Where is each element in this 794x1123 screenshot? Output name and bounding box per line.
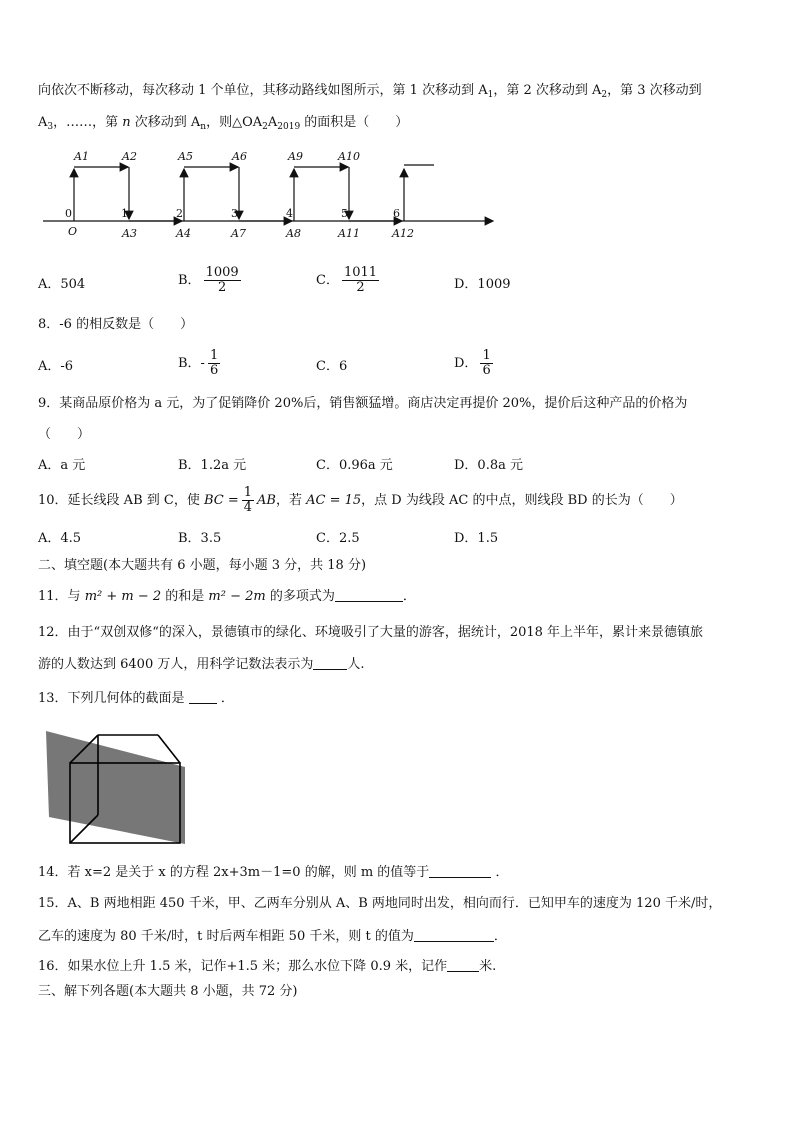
q10-option-a: A．4.5 (38, 531, 82, 546)
label-A10: A10 (338, 150, 360, 163)
tick-1: 1 (121, 207, 128, 220)
q9-paren: （ ） (38, 427, 91, 442)
q12-answer-blank (313, 655, 347, 670)
q15-stem-line1: 15．A、B 两地相距 450 千米，甲、乙两车分别从 A、B 两地同时出发，相向而行．已知甲车的速度为 120 千米/时， (38, 896, 722, 911)
q7-option-b: B． $\frac{1009}{2}$ (178, 265, 239, 295)
q13-cube-section-figure (44, 727, 190, 845)
q11-answer-blank (335, 587, 403, 602)
q7-option-a: A．504 (38, 277, 86, 292)
tick-6: 6 (393, 207, 400, 220)
label-A9: A9 (288, 150, 303, 163)
q9-option-c: C．0.96a 元 (316, 458, 393, 473)
q10-stem: 10．延长线段 AB 到 C，使 BC = $\frac{1}{4}$ AB，若 AC = 15，点 D 为线段 AC 的中点，则线段 BD 的长为（ ） (38, 485, 683, 515)
q12-stem-line2: 游的人数达到 6400 万人，用科学记数法表示为 人. (38, 657, 365, 672)
label-A7: A7 (231, 227, 246, 240)
label-A3: A3 (122, 227, 137, 240)
q9-option-a: A．a 元 (38, 458, 86, 473)
tick-4: 4 (286, 207, 293, 220)
q10-option-d: D．1.5 (454, 531, 499, 546)
q9-option-b: B．1.2a 元 (178, 458, 247, 473)
q14-answer-blank (429, 863, 491, 878)
section-2-heading: 二、填空题(本大题共有 6 小题，每小题 3 分，共 18 分) (38, 558, 367, 573)
q10-option-b: B．3.5 (178, 531, 222, 546)
tick-3: 3 (231, 207, 238, 220)
q9-option-d: D．0.8a 元 (454, 458, 523, 473)
q16-answer-blank (447, 957, 479, 972)
label-A2: A2 (122, 150, 137, 163)
q11-stem: 11．与 m² + m − 2 的和是 m² − 2m 的多项式为 ． (38, 589, 416, 604)
q7-stem-line2: $A_3$，……，第 n 次移动到 $A_n$，则$\triangle OA_2A_{2019}$ 的面积是（ ） (38, 115, 409, 132)
q10-option-c: C．2.5 (316, 531, 360, 546)
q13-answer-blank (189, 689, 217, 704)
q7-option-c: C． $\frac{1011}{2}$ (316, 265, 378, 295)
label-A5: A5 (178, 150, 193, 163)
label-A4: A4 (176, 227, 191, 240)
q12-stem-line1: 12．由于“双创双修“的深入，景德镇市的绿化、环境吸引了大量的游客，据统计，2018 年上半年，累计来景德镇旅 (38, 625, 704, 640)
q7-path-figure (38, 145, 508, 245)
label-A6: A6 (232, 150, 247, 163)
q8-stem: 8．-6 的相反数是（ ） (38, 317, 194, 332)
q7-option-d: D．1009 (454, 277, 511, 292)
q8-option-c: C．6 (316, 359, 348, 374)
q8-option-b: B．- $\frac{1}{6}$ (178, 348, 219, 378)
q8-option-d: D． $\frac{1}{6}$ (454, 348, 491, 378)
q7-stem-line1: 向依次不断移动，每次移动 1 个单位，其移动路线如图所示，第 1 次移动到 $A_1$，第 2 次移动到 $A_2$，第 3 次移动到 (38, 83, 702, 100)
q14-stem: 14．若 x=2 是关于 x 的方程 2x+3m－1=0 的解，则 m 的值等于 ． (38, 865, 509, 880)
label-A1: A1 (74, 150, 89, 163)
q8-option-a: A．-6 (38, 359, 74, 374)
q9-stem: 9．某商品原价格为 a 元，为了促销降价 20%后，销售额猛增。商店决定再提价 20%，提价后这种产品的价格为 (38, 396, 688, 411)
label-A11: A11 (338, 227, 360, 240)
section-3-heading: 三、解下列各题(本大题共 8 小题，共 72 分) (38, 984, 298, 999)
q15-stem-line2: 乙车的速度为 80 千米/时，t 时后两车相距 50 千米，则 t 的值为 ． (38, 929, 507, 944)
q13-stem: 13．下列几何体的截面是 ． (38, 691, 234, 706)
tick-5: 5 (341, 207, 348, 220)
q15-answer-blank (414, 927, 494, 942)
label-A8: A8 (286, 227, 301, 240)
tick-0: 0 (65, 207, 72, 220)
tick-2: 2 (176, 207, 183, 220)
q16-stem: 16．如果水位上升 1.5 米，记作+1.5 米；那么水位下降 0.9 米，记作 米. (38, 959, 497, 974)
label-O: O (68, 225, 78, 238)
label-A12: A12 (392, 227, 414, 240)
